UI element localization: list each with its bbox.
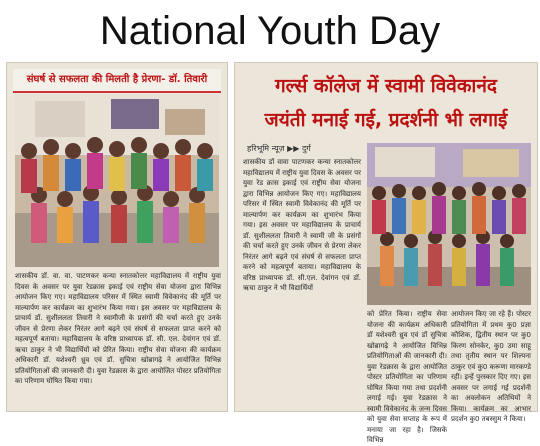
right-group-photo [367,143,531,305]
left-group-photo [15,95,219,267]
right-headline-line2: जयंती मनाई गई, प्रदर्शनी भी लगाई [264,109,508,131]
left-headline: संघर्ष से सफलता की मिलती है प्रेरणा- डॉ. तिवारी [13,69,221,93]
page-title: National Youth Day [99,9,441,53]
byline: हरिभूमि न्यूज़ ▶▶ दुर्ग [247,144,311,153]
left-article-text: शासकीय डॉ. वा. वा. पाटणकर कन्या स्नातकोत्तर महाविद्यालय में राष्ट्रीय युवा दिवस के अवसर पर युवा रेडक्रास इकाई एवं राष्ट्रीय सेवा योजना द्वारा विभिन्न आयोजन किए गए। महाविद्यालय परिसर में स्थित स्वामी विवेकानंद की मूर्ति पर माल्यार्पण कर कार्यक्रम का शुभारंभ किया गया। इस अवसर पर महाविद्यालय के प्राचार्य डॉ. सुशीललता तिवारी ने स्वामीजी के प्रसंगों की चर्चा करते हुए उनके जीवन से प्रेरणा लेकर निरंतर आगे बढ़ने एवं संघर्ष से सफलता प्राप्त करने को महत्वपूर्ण बताया। महाविद्यालय के वरिष्ठ प्राध्यापक डॉ. सी. एल. देवांगन एवं डॉ. ऋचा ठाकुर ने भी विद्यार्थियों को प्रेरित किया। राष्ट्रीय सेवा योजना की कार्यक्रम अधिकारी डॉ. यशेश्वरी ध्रुव एवं डॉ. सुचित्रा खोब्रागढ़े ने आयोजित विभिन्न प्रतियोगिताओं की जानकारी दी। युवा रेडक्रास के द्वारा आयोजित पोस्टर प्रतियोगिता का परिणाम घोषित किया गया। [15,272,221,385]
right-article-column-3: आयोजन किए जा रहे हैं। पोस्टर प्रतियोगिता में प्रथम कु0 प्रज्ञा कौशिक, द्वितीय स्थान पर कु0 किरण सोनकेर, कु0 उमा साहू तथा तृतीय स्थान पर शिल्पना ठाकुर एवं कु0 करूणा मारकण्डे रहीं। इन्हें पुरस्कार दिए गए। इस अवसर पर लगाई गई प्रदर्शनी का अवलोकन अतिथियों ने किया। कार्यक्रम का आभार प्रदर्शन कु0 तबस्सुम ने किया। [451,310,531,423]
right-newspaper-clipping [234,62,538,444]
right-article-column-1: शासकीय डॉ वावा पाटणकर कन्या स्नातकोत्तर महाविद्यालय में राष्ट्रीय युवा दिवस के अवसर पर युवा रेड क्रास इकाई एवं राष्ट्रीय सेवा योजना द्वारा विभिन्न आयोजन किए गए। महाविद्यालय परिसर में स्थित स्वामी विवेकानंद की मूर्ति पर माल्यार्पण कर कार्यक्रम का शुभारंभ किया गया। इस अवसर पर महाविद्यालय के प्राचार्य डॉ. सुशीललता तिवारी ने स्वामी जी के प्रसंगों की चर्चा करते हुए उनके जीवन से प्रेरणा लेकर निरंतर आगे बढ़ने एवं संघर्ष से सफलता प्राप्त करने को महत्वपूर्ण बताया। महाविद्यालय के वरिष्ठ प्राध्यापक डॉ. सी.एल. देवांगन एवं डॉ. ऋचा ठाकुर ने भी विद्यार्थियों [243,158,361,292]
right-article-column-2: को प्रेरित किया। राष्ट्रीय सेवा योजना की कार्यक्रम अधिकारी डॉ यशेश्वरी ध्रुव एवं डॉ सुचित्रा खोब्रागढ़े ने आयोजित विभिन्न प्रतियोगिताओं की जानकारी दी। युवा रेडक्रास के द्वारा आयोजित पोस्टर प्रतियोगिता का परिणाम घोषित किया गया तथा प्रदर्शनी लगाई गई। युवा रेडक्रास ने स्वामी विवेकानंद के जन्म दिवस को युवा सेवा सप्ताह के रूप में मनाया जा रहा है। जिसके विभिन्न [367,310,447,444]
left-newspaper-clipping [6,62,228,412]
right-headline-line1: गर्ल्स कॉलेज में स्वामी विवेकानंद [274,75,497,97]
